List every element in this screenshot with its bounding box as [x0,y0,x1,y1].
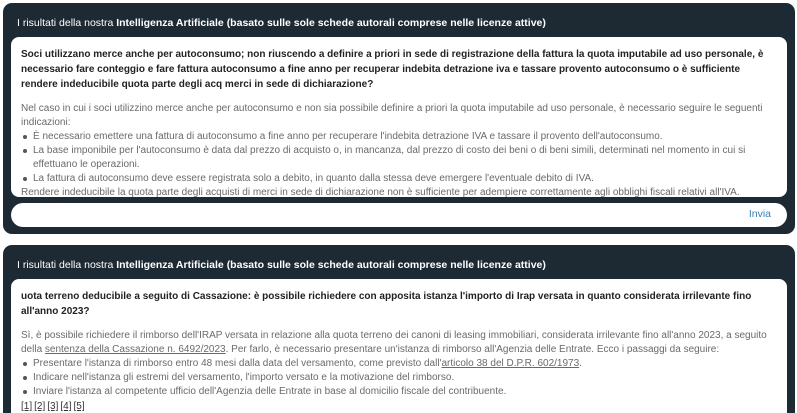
reference-link[interactable]: [4] [60,401,72,412]
list-item-text: . [579,358,582,369]
panel-header-prefix: I risultati della nostra [17,259,117,271]
answer-body [21,102,777,200]
dpr-article-link[interactable]: articolo 38 del D.P.R. 602/1973 [441,358,580,369]
reference-link[interactable]: [3] [47,401,59,412]
question-text: Soci utilizzano merce anche per autoconsumo; non riuscendo a definire a priori in sede di registrazione della fattura la quota imputabile ad uso personale, è necessario fare conteggio e fare fattura autoconsumo a fine anno per recuperar indebita detrazione iva e tassare provento autoconsumo o è sufficiente rendere indeducibile quota parte degli acq merci in sede di dichiarazione? [21,49,764,90]
question-input-bar [11,203,787,227]
cassazione-link[interactable]: sentenza della Cassazione n. 6492/2023 [44,344,226,355]
panel-header-bold: Intelligenza Artificiale (basato sulle sole schede autorali comprese nelle licenze attive) [116,259,546,271]
question-input[interactable] [21,206,721,224]
answer-card [11,279,787,413]
panel-header-bold: Intelligenza Artificiale (basato sulle sole schede autorali comprese nelle licenze attive) [116,17,546,29]
list-item: La fattura di autoconsumo deve essere registrata solo a debito, in quanto dalla stessa deve emergere l'eventuale debito di IVA. [21,172,777,186]
send-button[interactable]: Invia [748,208,771,220]
question-text: uota terreno deducibile a seguito di Cassazione: è possibile richiedere con apposita istanza l'importo di Irap versata in quanto considerata irrilevante fino all'anno 2023? [21,291,752,317]
reference-links [21,400,777,413]
list-item: Indicare nell'istanza gli estremi del versamento, l'importo versato e la motivazione del rimborso. [21,371,777,385]
panel-header [11,3,787,37]
panel-header-prefix: I risultati della nostra [17,17,117,29]
answer-intro: Nel caso in cui i soci utilizzino merce anche per autoconsumo e non sia possibile definire a priori la quota imputabile ad uso personale, è necessario seguire le seguenti indicazioni: [21,103,763,128]
reference-link[interactable]: [2] [34,401,46,412]
ai-results-panel-2 [3,245,795,413]
answer-intro [21,329,777,357]
list-item [21,357,777,371]
answer-bullets [21,130,777,186]
ai-results-panel-1 [3,3,795,234]
answer-card [11,37,787,197]
list-item: È necessario emettere una fattura di autoconsumo a fine anno per recuperare l'indebita detrazione IVA e tassare il provento dell'autoconsumo. [21,130,777,144]
answer-bullets [21,357,777,399]
list-item: La base imponibile per l'autoconsumo è data dal prezzo di acquisto o, in mancanza, dal prezzo di costo dei beni o di beni simili, determinati nel momento in cui si effettuano le operazioni. [21,144,777,172]
answer-intro-text: . Per farlo, è necessario presentare un'istanza di rimborso all'Agenzia delle Entrate. Ecco i passaggi da seguire: [225,344,720,355]
panel-header [11,245,787,279]
reference-link[interactable]: [5] [73,401,85,412]
answer-conclusion: Rendere indeducibile la quota parte degli acquisti di merci in sede di dichiarazione non è sufficiente per adempiere correttamente agli obblighi fiscali relativi all'IVA. [21,187,740,198]
answer-intro-text: Sì, è possibile richiedere il rimborso dell'IRAP versata in relazione alla quota terreno dei canoni di leasing immobiliari, considerata irrilevante fino all'anno 2023, a seguito della [21,330,767,355]
answer-body [21,329,777,399]
reference-link[interactable]: [1] [21,401,33,412]
list-item-text: Presentare l'istanza di rimborso entro 48 mesi dalla data del versamento, come previsto dall' [33,358,442,369]
list-item: Inviare l'istanza al competente ufficio dell'Agenzia delle Entrate in base al domicilio fiscale del contribuente. [21,385,777,399]
